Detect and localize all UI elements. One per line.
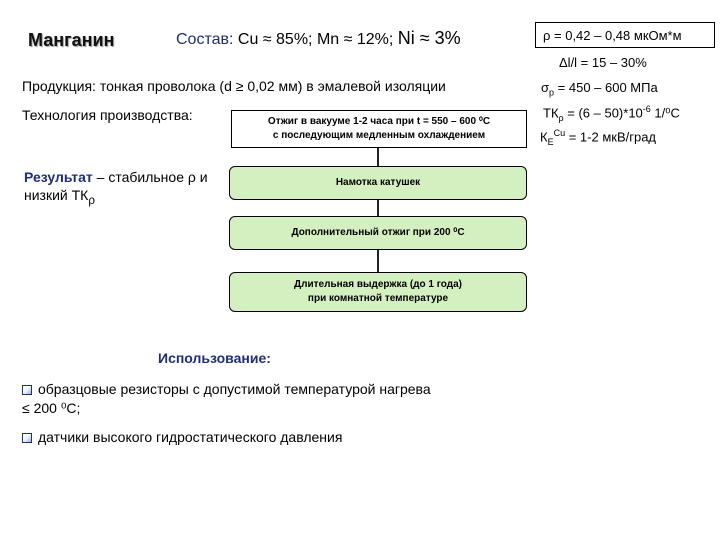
tensile-strength	[541, 80, 658, 98]
usage-title: Использование:	[158, 350, 271, 366]
composition-ni: Ni ≈ 3%	[397, 28, 461, 48]
usage-item-2: датчики высокого гидростатического давления	[38, 429, 343, 445]
emf-sup: Cu	[553, 128, 566, 138]
flow-step-aging	[229, 272, 527, 312]
checkbox-bullet-icon	[22, 433, 32, 443]
emf-sub: Е	[547, 136, 554, 147]
result-title: Результат	[24, 169, 93, 185]
tcr-value: = (6 – 50)*10	[563, 105, 643, 121]
flow-step1-line1: Отжиг в вакууме 1-2 часа при t = 550 – 600 ⁰С	[267, 116, 491, 127]
tcr-sub: ρ	[558, 112, 564, 123]
flow-step-vacuum-anneal	[231, 110, 527, 148]
usage-item	[22, 428, 482, 447]
composition-line	[176, 28, 461, 49]
emf-symbol: К	[540, 129, 548, 145]
tcr-unit: 1/⁰С	[650, 105, 680, 121]
composition-mn: Mn ≈ 12%;	[316, 31, 394, 48]
tcr-symbol: ТК	[543, 105, 559, 121]
flow-step3-label: Дополнительный отжиг при 200 ⁰С	[291, 227, 465, 238]
technology-label: Технология производства:	[22, 107, 193, 123]
emf-value: = 1-2 мкВ/град	[565, 129, 657, 145]
strength-sub: р	[549, 87, 555, 98]
flow-step-extra-anneal	[229, 216, 527, 250]
thermo-emf	[540, 128, 656, 147]
usage-item	[22, 380, 442, 418]
flow-connector	[377, 148, 379, 166]
product-line: Продукция: тонкая проволока (d ≥ 0,02 мм) в эмалевой изоляции	[22, 78, 446, 94]
flow-step1-line2: с последующим медленным охлаждением	[272, 130, 486, 141]
result-sub: ρ	[88, 193, 95, 207]
resistivity: ρ = 0,42 – 0,48 мкОм*м	[543, 28, 682, 43]
elongation: Δl/l = 15 – 30%	[559, 55, 647, 70]
strength-value: = 450 – 600 МПа	[554, 80, 658, 95]
flow-connector	[377, 200, 379, 216]
flow-step4-line2: при комнатной температуре	[307, 293, 449, 304]
result-text	[24, 168, 224, 210]
tcr	[543, 104, 680, 123]
composition-label: Состав:	[176, 31, 234, 48]
result-body: – стабильное ρ и низкий ТК	[24, 169, 208, 203]
tcr-exp: -6	[642, 104, 651, 114]
flow-connector	[377, 250, 379, 272]
page-title: Манганин	[28, 30, 115, 50]
usage-item-1: образцовые резисторы с допустимой температурой нагрева ≤ 200 ⁰С;	[22, 381, 431, 416]
flow-step4-line1: Длительная выдержка (до 1 года)	[294, 279, 462, 290]
composition-cu: Cu ≈ 85%;	[237, 31, 313, 48]
checkbox-bullet-icon	[22, 385, 32, 395]
flow-step-coil-winding	[229, 166, 527, 200]
flow-step2-label: Намотка катушек	[335, 177, 421, 188]
strength-symbol: σ	[541, 80, 550, 95]
